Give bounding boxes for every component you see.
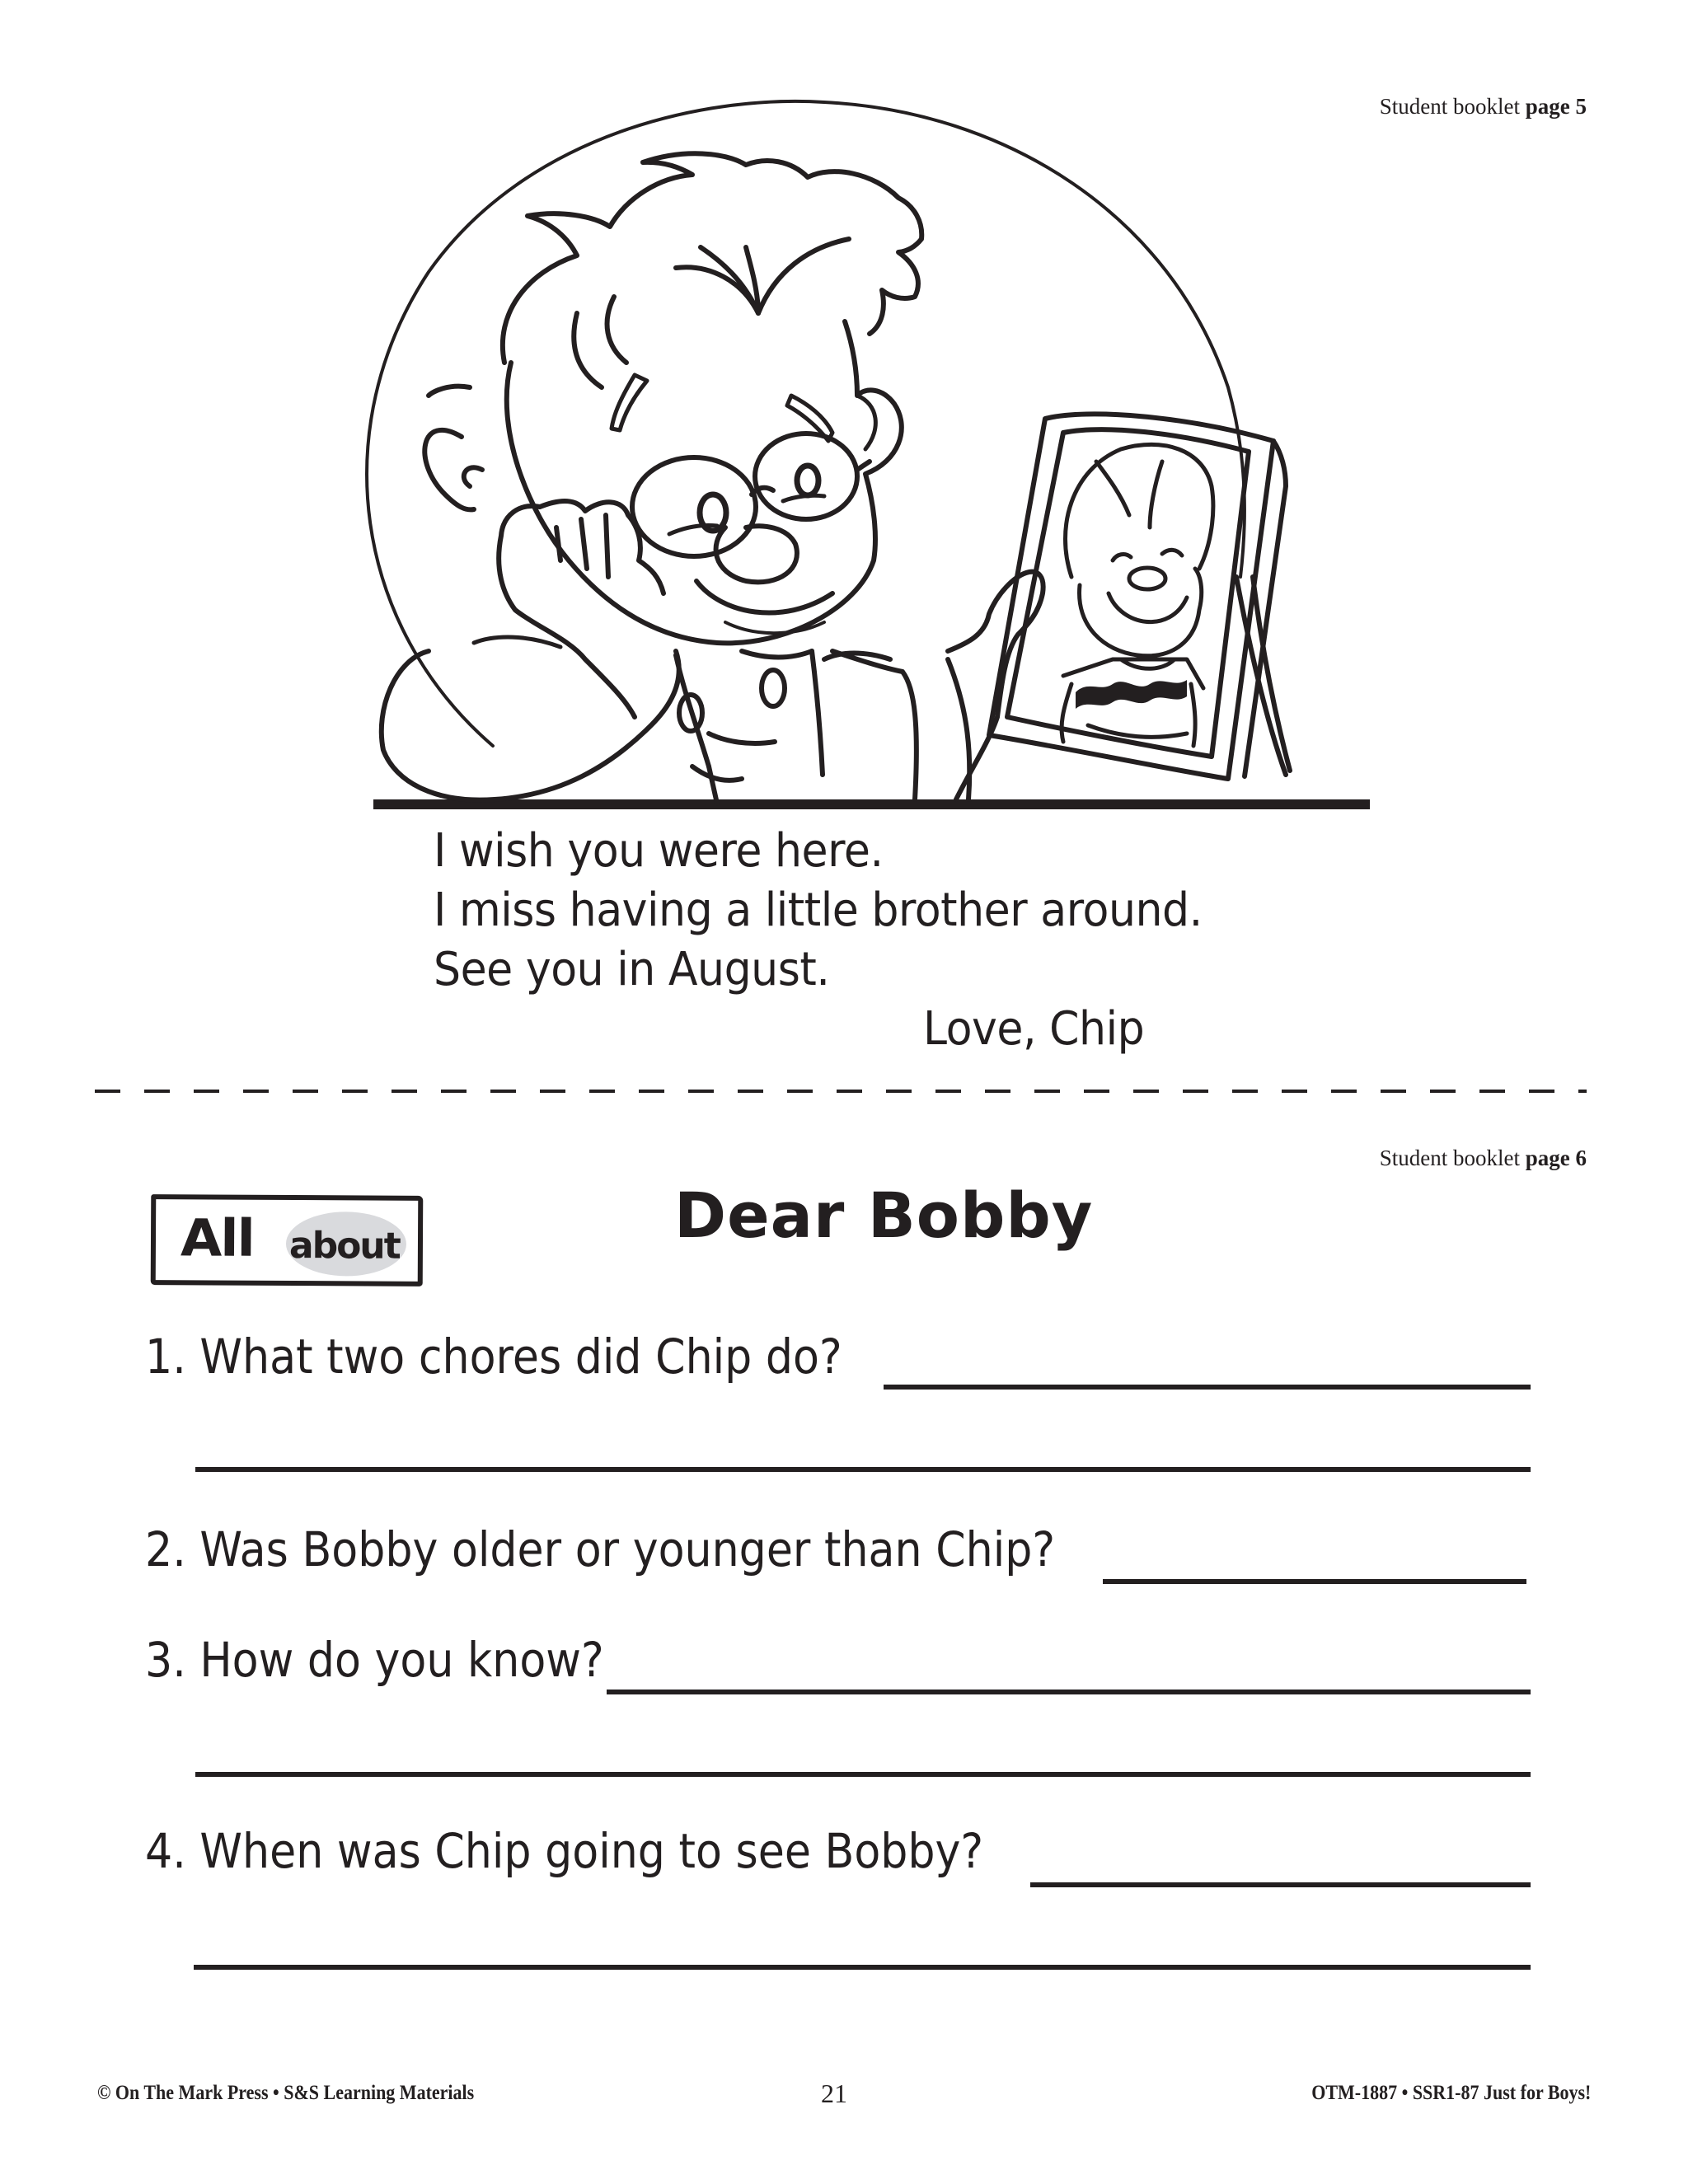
left-eyebrow-icon [612,375,647,430]
answer-line-1a[interactable] [884,1385,1531,1390]
question-text: Was Bobby older or younger than Chip? [199,1521,1056,1577]
booklet-page-number: page 5 [1525,94,1587,119]
question-1 [145,1329,842,1385]
question-4 [145,1823,983,1879]
smile-icon [696,581,832,613]
question-number: 4. [145,1823,186,1879]
picture-frame-icon [989,414,1290,779]
worksheet-title: Dear Bobby [674,1179,1094,1252]
footer-product-code: OTM-1887 • SSR1-87 Just for Boys! [1311,2082,1591,2104]
right-eye-icon [797,466,818,495]
dashed-cut-line [95,1090,1587,1093]
question-number: 1. [145,1329,186,1385]
left-ear-curl-icon [424,387,482,510]
right-ear-icon [857,396,875,449]
face-outline [507,321,902,643]
letter-closing: Love, Chip [923,1002,1145,1056]
overall-button-right-icon [762,670,785,706]
ground-line [373,799,1370,809]
answer-line-4a[interactable] [1030,1882,1531,1887]
question-text: How do you know? [199,1632,604,1688]
all-about-badge [151,1194,424,1286]
question-2 [145,1521,1055,1577]
answer-line-3b[interactable] [195,1772,1531,1777]
question-text: When was Chip going to see Bobby? [199,1823,984,1879]
badge-word-about: about [288,1225,400,1268]
hair-icon [503,153,921,387]
question-number: 3. [145,1632,186,1688]
badge-word-all: All [180,1207,254,1268]
answer-line-3a[interactable] [607,1690,1531,1694]
letter-line-2: I miss having a little brother around. [434,883,1203,937]
answer-line-4b[interactable] [194,1965,1531,1970]
hand-on-cheek-icon [499,501,663,717]
booklet-page-label-6 [1380,1146,1587,1171]
letter-line-1: I wish you were here. [434,824,884,878]
arm-icon [382,651,679,800]
answer-line-1b[interactable] [195,1467,1531,1472]
letter-line-3: See you in August. [434,943,830,996]
footer-page-number: 21 [821,2079,847,2108]
overalls-icon [676,651,969,804]
boy-with-photo-illustration [0,0,1688,824]
booklet-label-text: Student booklet [1379,1146,1520,1170]
question-number: 2. [145,1521,186,1577]
shirt-zigzag-stripe-icon [1076,680,1187,709]
glasses-icon [632,434,870,556]
question-text: What two chores did Chip do? [199,1329,842,1385]
question-3 [145,1632,604,1688]
booklet-label-text: Student booklet [1379,94,1520,119]
nose-icon [716,526,797,582]
answer-line-2[interactable] [1103,1579,1526,1584]
footer-publisher: © On The Mark Press • S&S Learning Materials [97,2082,475,2104]
booklet-page-number: page 6 [1525,1146,1587,1170]
